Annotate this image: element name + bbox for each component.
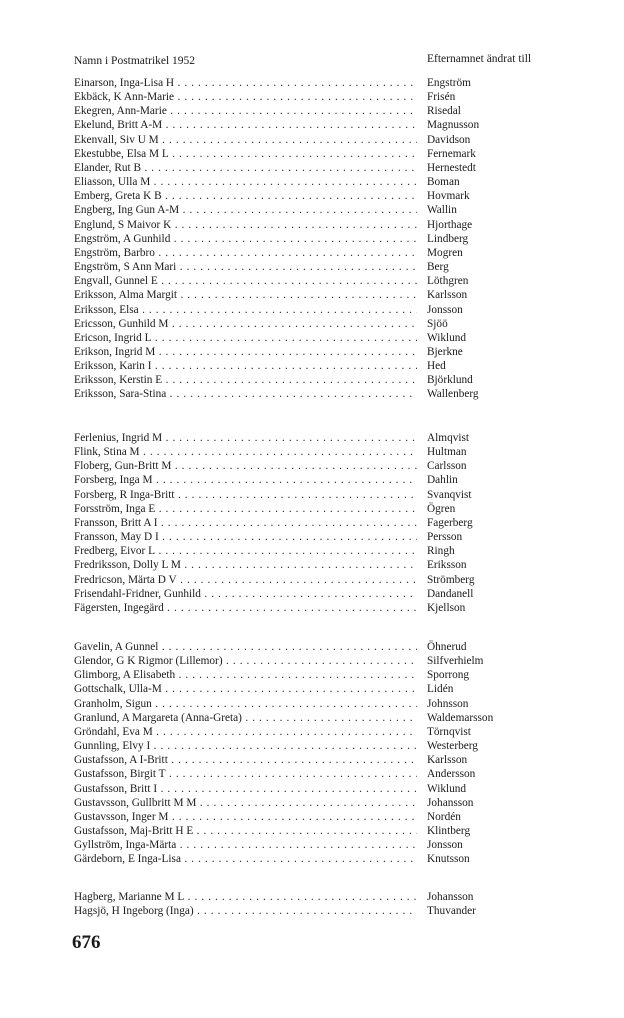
- original-name: Gavelin, A Gunnel . . .: [74, 640, 417, 654]
- original-name: Glimborg, A Elisabeth . . .: [74, 668, 417, 682]
- new-surname: Dahlin: [427, 474, 458, 487]
- list-item: [74, 796, 554, 810]
- new-surname: Davidson: [427, 133, 471, 146]
- list-item: [74, 654, 554, 668]
- original-name: Gröndahl, Eva M . . .: [74, 725, 417, 739]
- list-item: [74, 76, 554, 90]
- list-item: [74, 104, 554, 118]
- new-surname: Kjellson: [427, 601, 466, 614]
- original-name: Eriksson, Alma Margit . . .: [74, 288, 417, 302]
- list-item: [74, 359, 554, 373]
- original-name: Forsberg, Inga M . . .: [74, 473, 417, 487]
- list-item: [74, 753, 554, 767]
- original-name: Eliasson, Ulla M . . .: [74, 175, 417, 189]
- new-surname: Hultman: [427, 446, 467, 459]
- original-name: Eriksson, Karin I . . .: [74, 359, 417, 373]
- original-name: Ekestubbe, Elsa M L . . .: [74, 147, 417, 161]
- new-surname: Persson: [427, 531, 463, 544]
- list-item: [74, 530, 554, 544]
- new-surname: Wallenberg: [427, 388, 479, 401]
- new-surname: Klintberg: [427, 825, 471, 838]
- new-surname: Carlsson: [427, 460, 467, 473]
- list-item: [74, 473, 554, 487]
- list-item: [74, 573, 554, 587]
- new-surname: Westerberg: [427, 740, 478, 753]
- list-item: [74, 373, 554, 387]
- new-surname: Silfverhielm: [427, 655, 484, 668]
- list-item: [74, 288, 554, 302]
- list-item: [74, 387, 554, 401]
- new-surname: Bjerkne: [427, 345, 463, 358]
- original-name: Gustafsson, A I-Britt . . .: [74, 753, 417, 767]
- list-item: [74, 904, 554, 918]
- list-item: [74, 890, 554, 904]
- new-surname: Hovmark: [427, 190, 470, 203]
- section-g: [74, 640, 554, 867]
- list-item: [74, 260, 554, 274]
- new-surname: Risedal: [427, 105, 461, 118]
- original-name: Englund, S Maivor K . . .: [74, 218, 417, 232]
- list-item: [74, 459, 554, 473]
- list-item: [74, 852, 554, 866]
- original-name: Engvall, Gunnel E . . .: [74, 274, 417, 288]
- original-name: Gustafsson, Britt I . . .: [74, 782, 417, 796]
- list-item: [74, 668, 554, 682]
- list-item: [74, 516, 554, 530]
- original-name: Engström, A Gunhild . . .: [74, 232, 417, 246]
- new-surname: Berg: [427, 261, 449, 274]
- list-item: [74, 232, 554, 246]
- original-name: Frisendahl-Fridner, Gunhild . . .: [74, 587, 417, 601]
- list-item: [74, 640, 554, 654]
- original-name: Einarson, Inga-Lisa H . . .: [74, 76, 417, 90]
- original-name: Fägersten, Ingegärd . . .: [74, 601, 417, 615]
- list-item: [74, 274, 554, 288]
- list-item: [74, 711, 554, 725]
- original-name: Ekenvall, Siv U M . . .: [74, 133, 417, 147]
- new-surname: Johansson: [427, 891, 474, 903]
- list-item: [74, 147, 554, 161]
- list-item: [74, 682, 554, 696]
- original-name: Ekelund, Britt A-M . . .: [74, 118, 417, 132]
- original-name: Gunnling, Elvy I . . .: [74, 739, 417, 753]
- list-item: [74, 587, 554, 601]
- new-surname: Svanqvist: [427, 488, 472, 501]
- new-surname: Löthgren: [427, 275, 469, 288]
- list-item: [74, 218, 554, 232]
- original-name: Gustafsson, Birgit T . . .: [74, 767, 417, 781]
- original-name: Flink, Stina M . . .: [74, 445, 417, 459]
- new-surname: Lidén: [427, 683, 454, 696]
- new-surname: Frisén: [427, 91, 456, 104]
- new-surname: Fagerberg: [427, 516, 473, 529]
- original-name: Gyllström, Inga-Märta . . .: [74, 838, 417, 852]
- list-item: [74, 601, 554, 615]
- new-surname: Almqvist: [427, 432, 470, 444]
- new-surname: Wiklund: [427, 782, 467, 795]
- original-name: Eriksson, Elsa . . .: [74, 303, 417, 317]
- original-name: Granlund, A Margareta (Anna-Greta) . . .: [74, 711, 417, 725]
- column-header-new-surname: Efternamnet ändrat till: [427, 53, 532, 65]
- list-item: [74, 782, 554, 796]
- list-item: [74, 161, 554, 175]
- list-item: [74, 246, 554, 260]
- list-item: [74, 488, 554, 502]
- list-item: [74, 544, 554, 558]
- original-name: Ericsson, Gunhild M . . .: [74, 317, 417, 331]
- original-name: Hagberg, Marianne M L . . .: [74, 890, 417, 904]
- original-name: Ferlenius, Ingrid M . . .: [74, 431, 417, 445]
- new-surname: Karlsson: [427, 289, 468, 302]
- original-name: Ekegren, Ann-Marie . . .: [74, 104, 417, 118]
- new-surname: Nordén: [427, 810, 461, 823]
- original-name: Ericson, Ingrid L . . .: [74, 331, 417, 345]
- list-item: [74, 189, 554, 203]
- new-surname: Sporrong: [427, 669, 470, 682]
- new-surname: Wiklund: [427, 331, 467, 344]
- new-surname: Johansson: [427, 796, 474, 809]
- new-surname: Fernemark: [427, 147, 476, 160]
- original-name: Fredricson, Märta D V . . .: [74, 573, 417, 587]
- original-name: Hagsjö, H Ingeborg (Inga) . . .: [74, 904, 417, 918]
- section-f: [74, 431, 554, 615]
- new-surname: Jonsson: [427, 839, 463, 852]
- original-name: Floberg, Gun-Britt M . . .: [74, 459, 417, 473]
- original-name: Gustavsson, Inger M . . .: [74, 810, 417, 824]
- list-item: [74, 810, 554, 824]
- original-name: Ekbäck, K Ann-Marie . . .: [74, 90, 417, 104]
- new-surname: Hernestedt: [427, 161, 476, 174]
- list-item: [74, 725, 554, 739]
- original-name: Eriksson, Sara-Stina . . .: [74, 387, 417, 401]
- list-item: [74, 133, 554, 147]
- new-surname: Engström: [427, 77, 471, 89]
- list-item: [74, 90, 554, 104]
- original-name: Fransson, Britt A I . . .: [74, 516, 417, 530]
- original-name: Granholm, Sigun . . .: [74, 697, 417, 711]
- page-number: 676: [72, 932, 101, 953]
- list-item: [74, 345, 554, 359]
- new-surname: Karlsson: [427, 754, 468, 767]
- new-surname: Ringh: [427, 545, 455, 558]
- new-surname: Eriksson: [427, 559, 467, 572]
- list-item: [74, 767, 554, 781]
- original-name: Eriksson, Kerstin E . . .: [74, 373, 417, 387]
- original-name: Gottschalk, Ulla-M . . .: [74, 682, 417, 696]
- list-item: [74, 118, 554, 132]
- original-name: Fransson, May D I . . .: [74, 530, 417, 544]
- original-name: Engström, S Ann Mari . . .: [74, 260, 417, 274]
- list-item: [74, 331, 554, 345]
- original-name: Gustafsson, Maj-Britt H E . . .: [74, 824, 417, 838]
- list-item: [74, 739, 554, 753]
- new-surname: Strömberg: [427, 573, 475, 586]
- list-item: [74, 558, 554, 572]
- section-e: [74, 76, 554, 402]
- original-name: Engström, Barbro . . .: [74, 246, 417, 260]
- original-name: Glendor, G K Rigmor (Lillemor) . . .: [74, 654, 417, 668]
- new-surname: Ögren: [427, 502, 456, 515]
- list-item: [74, 203, 554, 217]
- new-surname: Jonsson: [427, 303, 463, 316]
- list-item: [74, 303, 554, 317]
- list-item: [74, 697, 554, 711]
- original-name: Gustavsson, Gullbritt M M . . .: [74, 796, 417, 810]
- list-item: [74, 445, 554, 459]
- list-item: [74, 175, 554, 189]
- list-item: [74, 431, 554, 445]
- new-surname: Knutsson: [427, 853, 470, 866]
- new-surname: Hed: [427, 360, 446, 373]
- new-surname: Waldemarsson: [427, 711, 494, 724]
- original-name: Erikson, Ingrid M . . .: [74, 345, 417, 359]
- original-name: Gärdeborn, E Inga-Lisa . . .: [74, 852, 417, 866]
- new-surname: Öhnerud: [427, 641, 467, 653]
- original-name: Fredriksson, Dolly L M . . .: [74, 558, 417, 572]
- original-name: Forsberg, R Inga-Britt . . .: [74, 488, 417, 502]
- list-item: [74, 502, 554, 516]
- original-name: Engberg, Ing Gun A-M . . .: [74, 203, 417, 217]
- new-surname: Wallin: [427, 204, 457, 217]
- new-surname: Johnsson: [427, 697, 469, 710]
- new-surname: Boman: [427, 176, 460, 189]
- new-surname: Björklund: [427, 374, 473, 387]
- new-surname: Andersson: [427, 768, 476, 781]
- original-name: Fredberg, Eivor L . . .: [74, 544, 417, 558]
- list-item: [74, 824, 554, 838]
- new-surname: Magnusson: [427, 119, 480, 132]
- original-name: Emberg, Greta K B . . .: [74, 189, 417, 203]
- original-name: Forsström, Inga E . . .: [74, 502, 417, 516]
- section-h: [74, 890, 554, 918]
- new-surname: Hjorthage: [427, 218, 473, 231]
- new-surname: Thuvander: [427, 905, 476, 918]
- column-header-names: Namn i Postmatrikel 1952: [74, 55, 196, 67]
- original-name: Elander, Rut B . . .: [74, 161, 417, 175]
- list-item: [74, 838, 554, 852]
- new-surname: Törnqvist: [427, 725, 471, 738]
- new-surname: Sjöö: [427, 317, 448, 330]
- new-surname: Lindberg: [427, 232, 469, 245]
- new-surname: Mogren: [427, 246, 463, 259]
- list-item: [74, 317, 554, 331]
- new-surname: Dandanell: [427, 587, 474, 600]
